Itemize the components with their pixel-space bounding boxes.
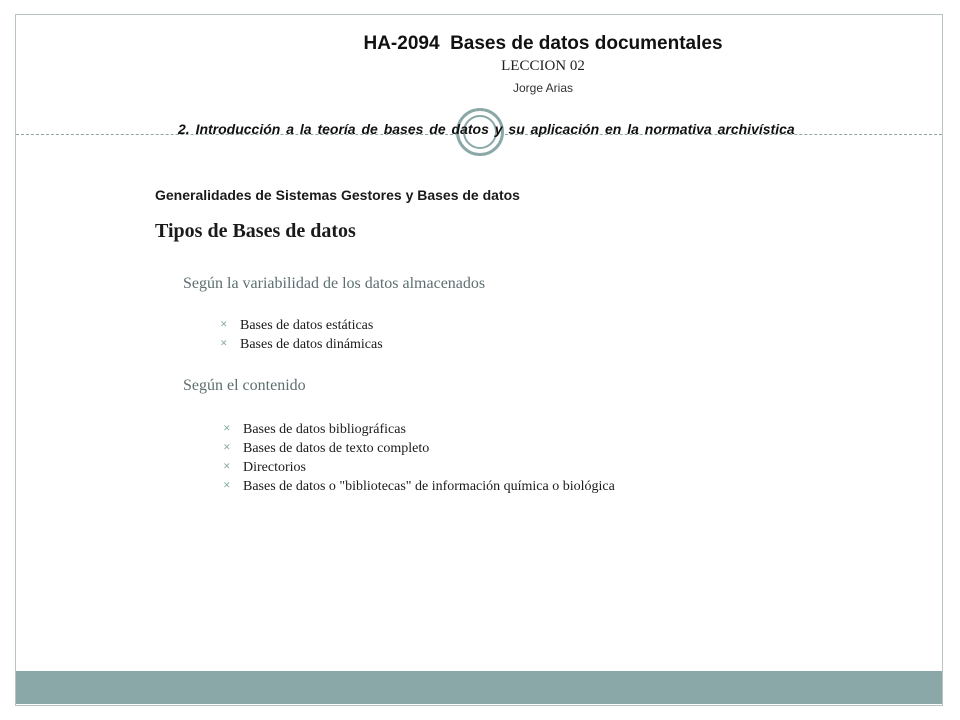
list-item xyxy=(221,439,615,458)
footer-bar xyxy=(16,671,942,704)
x-bullet-icon: ✕ xyxy=(223,424,231,434)
section-heading: Generalidades de Sistemas Gestores y Bases de datos xyxy=(155,187,520,203)
list-item-text: Bases de datos o "bibliotecas" de información química o biológica xyxy=(243,479,615,494)
x-bullet-icon: ✕ xyxy=(223,481,231,491)
list-item xyxy=(218,335,383,354)
list-item-text: Bases de datos dinámicas xyxy=(240,337,383,352)
list-content xyxy=(221,420,615,496)
list-item-text: Bases de datos estáticas xyxy=(240,318,374,333)
list-item-text: Bases de datos de texto completo xyxy=(243,441,430,456)
list-item-text: Bases de datos bibliográficas xyxy=(243,422,406,437)
x-bullet-icon: ✕ xyxy=(223,462,231,472)
author-name: Jorge Arias xyxy=(512,81,574,95)
list-item xyxy=(218,316,383,335)
list-item xyxy=(221,477,615,496)
list-item xyxy=(221,420,615,439)
group-heading-content: Según el contenido xyxy=(183,377,306,394)
slide-subtitle: 2. Introducción a la teoría de bases de datos y su aplicación en la normativa archivística xyxy=(178,121,795,137)
list-variability xyxy=(218,316,383,354)
group-heading-variability: Según la variabilidad de los datos almacenados xyxy=(183,275,486,292)
x-bullet-icon: ✕ xyxy=(223,443,231,453)
slide-title: HA-2094 Bases de datos documentales xyxy=(363,33,723,54)
list-item xyxy=(221,458,615,477)
x-bullet-icon: ✕ xyxy=(220,320,228,330)
list-item-text: Directorios xyxy=(243,460,306,475)
x-bullet-icon: ✕ xyxy=(220,339,228,349)
topic-title: Tipos de Bases de datos xyxy=(155,220,356,242)
lesson-number: LECCION 02 xyxy=(501,58,585,74)
